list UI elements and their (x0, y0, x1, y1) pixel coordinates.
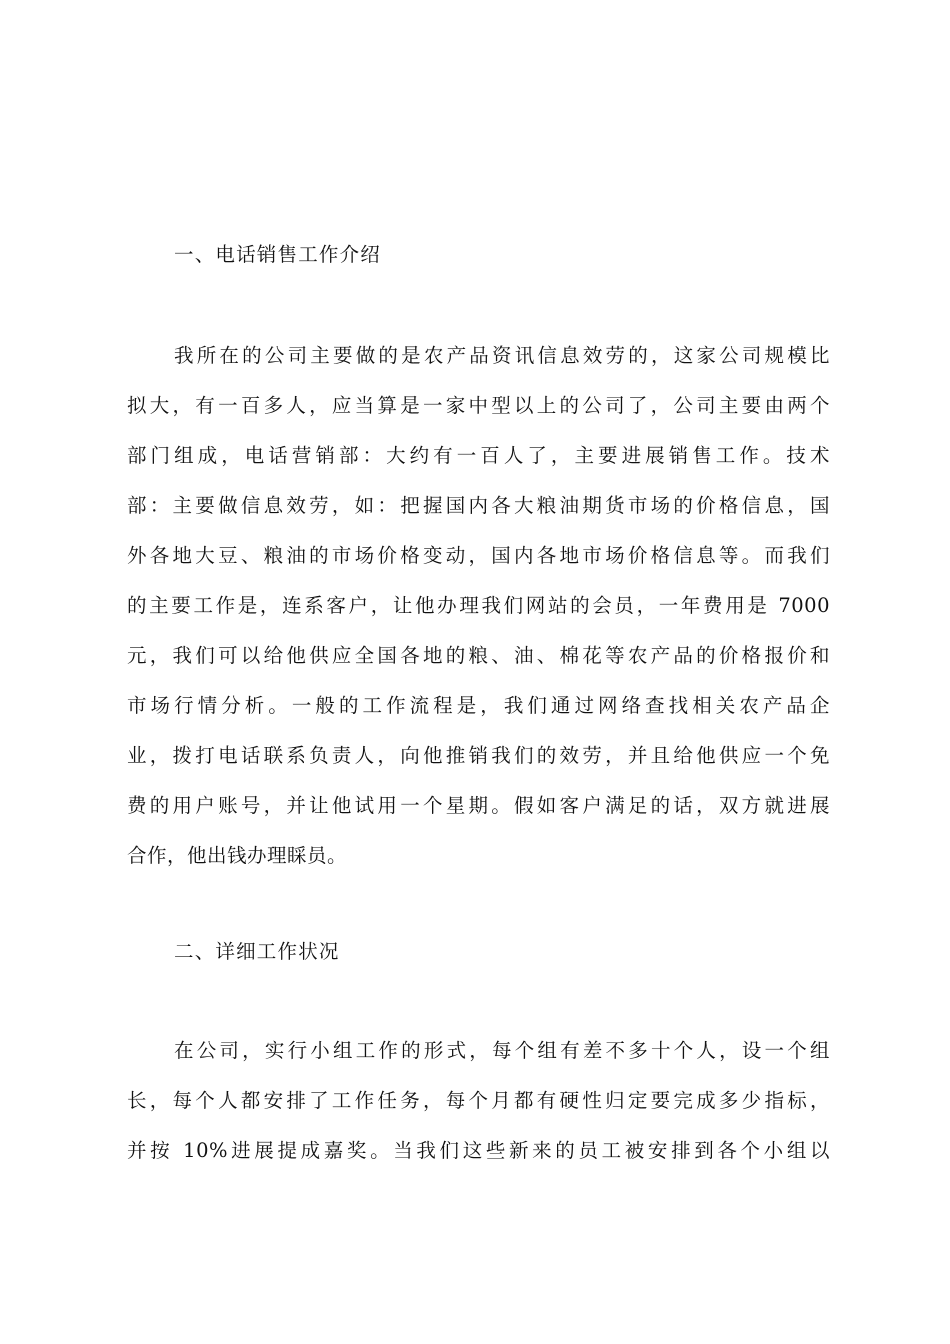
section-heading-2: 二、详细工作状况 (174, 940, 340, 963)
section-1-paragraph (127, 331, 830, 881)
paragraph-line: 合作，他出钱办理睬员。 (127, 844, 348, 867)
paragraph-line: 长，每个人都安排了工作任务，每个月都有硬性归定要完成多少指标， (127, 1089, 830, 1112)
paragraph-line: 的主要工作是，连系客户，让他办理我们网站的会员，一年费用是 7000 (127, 594, 830, 617)
paragraph-line: 元，我们可以给他供应全国各地的粮、油、棉花等农产品的价格报价和 (127, 644, 830, 667)
paragraph-line: 并按 10%进展提成嘉奖。当我们这些新来的员工被安排到各个小组以 (127, 1139, 830, 1162)
paragraph-line: 市场行情分析。一般的工作流程是，我们通过网络查找相关农产品企 (127, 694, 830, 717)
paragraph-line: 业，拨打电话联系负责人，向他推销我们的效劳，并且给他供应一个免 (127, 744, 830, 767)
paragraph-line: 部门组成，电话营销部：大约有一百人了，主要进展销售工作。技术 (127, 444, 830, 467)
section-2-paragraph (127, 1026, 830, 1176)
paragraph-line: 在公司，实行小组工作的形式，每个组有差不多十个人，设一个组 (174, 1039, 830, 1062)
paragraph-line: 费的用户账号，并让他试用一个星期。假如客户满足的话，双方就进展 (127, 794, 830, 817)
paragraph-line: 拟大，有一百多人，应当算是一家中型以上的公司了，公司主要由两个 (127, 394, 830, 417)
paragraph-line: 外各地大豆、粮油的市场价格变动，国内各地市场价格信息等。而我们 (127, 544, 830, 567)
section-heading-1: 一、电话销售工作介绍 (174, 243, 382, 266)
paragraph-line: 部：主要做信息效劳，如：把握国内各大粮油期货市场的价格信息，国 (127, 494, 830, 517)
paragraph-line: 我所在的公司主要做的是农产品资讯信息效劳的，这家公司规模比 (174, 344, 830, 367)
